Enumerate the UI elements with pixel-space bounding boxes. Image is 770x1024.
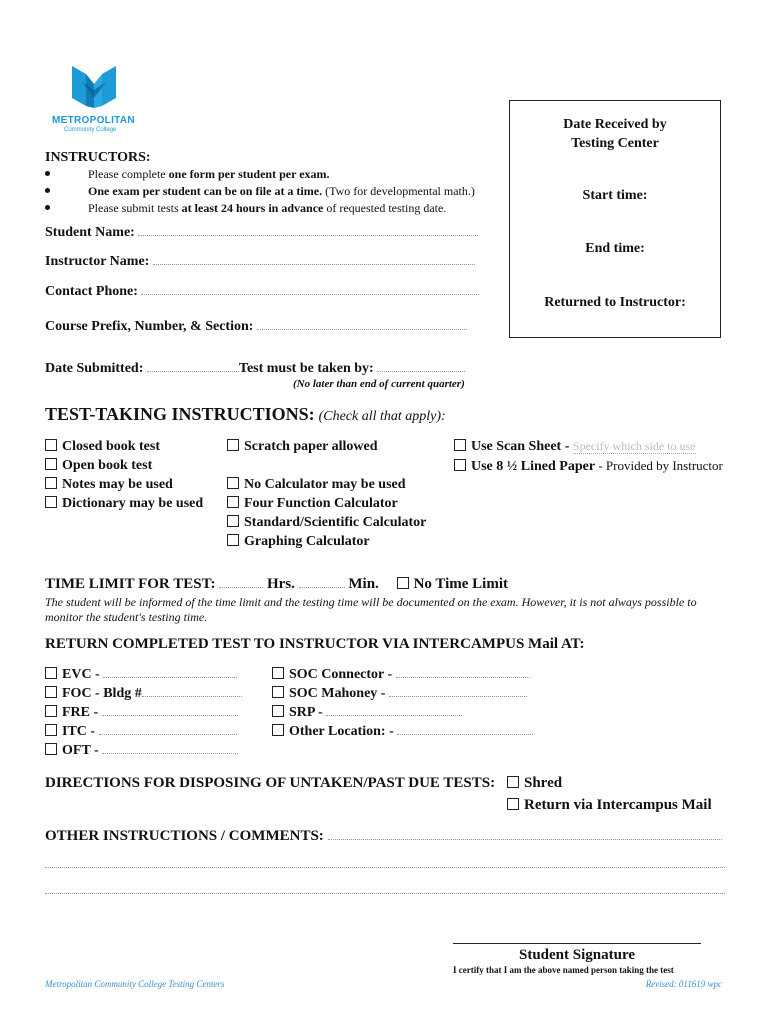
closed-book-checkbox[interactable]: Closed book test bbox=[45, 437, 203, 456]
shred-checkbox[interactable]: Shred bbox=[507, 775, 562, 792]
test-options-col2 bbox=[227, 437, 426, 551]
open-book-checkbox[interactable]: Open book test bbox=[45, 456, 203, 475]
signature-line[interactable] bbox=[453, 943, 701, 944]
scientific-calc-checkbox[interactable]: Standard/Scientific Calculator bbox=[227, 513, 426, 532]
testing-center-box bbox=[509, 100, 721, 338]
signature-label: Student Signature bbox=[518, 947, 635, 963]
scratch-paper-checkbox[interactable]: Scratch paper allowed bbox=[227, 437, 426, 456]
return-right-col bbox=[272, 665, 533, 741]
logo-name: METROPOLITAN bbox=[52, 115, 135, 126]
instructor-bullets bbox=[45, 166, 475, 217]
intercampus-return-checkbox[interactable]: Return via Intercampus Mail bbox=[507, 797, 712, 814]
no-calculator-checkbox[interactable]: No Calculator may be used bbox=[227, 475, 426, 494]
course-field[interactable]: Course Prefix, Number, & Section: bbox=[45, 319, 467, 335]
notes-checkbox[interactable]: Notes may be used bbox=[45, 475, 203, 494]
bullet-item: Please submit tests at least 24 hours in advance of requested testing date. bbox=[45, 200, 475, 217]
four-function-checkbox[interactable]: Four Function Calculator bbox=[227, 494, 426, 513]
instructor-name-field[interactable]: Instructor Name: bbox=[45, 254, 475, 270]
srp-checkbox[interactable]: SRP - bbox=[272, 703, 533, 722]
no-time-limit-checkbox[interactable]: No Time Limit bbox=[397, 576, 508, 592]
soc-mahoney-checkbox[interactable]: SOC Mahoney - bbox=[272, 684, 533, 703]
comment-line[interactable] bbox=[45, 867, 725, 868]
foc-checkbox[interactable]: FOC - Bldg # bbox=[45, 684, 242, 703]
time-limit-row: TIME LIMIT FOR TEST: Hrs. Min. No Time Limit bbox=[45, 576, 509, 592]
contact-phone-field[interactable]: Contact Phone: bbox=[45, 284, 479, 300]
scan-sheet-checkbox[interactable]: Use Scan Sheet - Specify which side to use bbox=[454, 437, 723, 456]
footer-left: Metropolitan Community College Testing Centers bbox=[45, 979, 225, 989]
date-submitted-field[interactable]: Date Submitted: Test must be taken by: bbox=[45, 361, 465, 377]
soc-connector-checkbox[interactable]: SOC Connector - bbox=[272, 665, 533, 684]
oft-checkbox[interactable]: OFT - bbox=[45, 741, 242, 760]
evc-checkbox[interactable]: EVC - bbox=[45, 665, 242, 684]
other-location-checkbox[interactable]: Other Location: - bbox=[272, 722, 533, 741]
comment-line[interactable] bbox=[45, 893, 725, 894]
logo-subtitle: Community College bbox=[64, 127, 117, 133]
returned-label: Returned to Instructor: bbox=[544, 295, 686, 310]
other-instructions-field[interactable]: OTHER INSTRUCTIONS / COMMENTS: bbox=[45, 828, 722, 845]
footer-right: Revised: 011619 wpc bbox=[645, 979, 722, 989]
itc-checkbox[interactable]: ITC - bbox=[45, 722, 242, 741]
taken-by-note: (No later than end of current quarter) bbox=[293, 378, 465, 390]
student-name-field[interactable]: Student Name: bbox=[45, 225, 478, 241]
bullet-item: One exam per student can be on file at a time. (Two for developmental math.) bbox=[45, 183, 475, 200]
disposal-label: DIRECTIONS FOR DISPOSING OF UNTAKEN/PAST DUE TESTS: bbox=[45, 775, 496, 791]
instructors-heading: INSTRUCTORS: bbox=[45, 150, 151, 165]
college-logo bbox=[50, 66, 140, 136]
test-taking-heading: TEST-TAKING INSTRUCTIONS: (Check all that apply): bbox=[45, 404, 446, 424]
start-time-label: Start time: bbox=[582, 188, 648, 203]
time-limit-note: The student will be informed of the time limit and the testing time will be documented on the exam. However, it is not always possible to monitor the student's testing time. bbox=[45, 595, 697, 624]
fre-checkbox[interactable]: FRE - bbox=[45, 703, 242, 722]
dictionary-checkbox[interactable]: Dictionary may be used bbox=[45, 494, 203, 513]
end-time-label: End time: bbox=[585, 241, 645, 256]
certify-text: I certify that I am the above named person taking the test bbox=[453, 965, 674, 975]
bullet-item: Please complete one form per student per exam. bbox=[45, 166, 475, 183]
scan-side-hint[interactable]: Specify which side to use bbox=[572, 439, 696, 453]
return-heading: RETURN COMPLETED TEST TO INSTRUCTOR VIA INTERCAMPUS Mail AT: bbox=[45, 636, 585, 652]
test-options-col1 bbox=[45, 437, 203, 513]
lined-paper-checkbox[interactable]: Use 8 ½ Lined Paper - Provided by Instructor bbox=[454, 456, 723, 476]
graphing-calc-checkbox[interactable]: Graphing Calculator bbox=[227, 532, 426, 551]
date-received-label: Date Received by Testing Center bbox=[563, 117, 667, 151]
return-left-col bbox=[45, 665, 242, 760]
minutes-input[interactable] bbox=[299, 587, 345, 588]
logo-mark-icon bbox=[72, 66, 116, 110]
hours-input[interactable] bbox=[219, 587, 263, 588]
test-options-col3 bbox=[454, 437, 723, 476]
